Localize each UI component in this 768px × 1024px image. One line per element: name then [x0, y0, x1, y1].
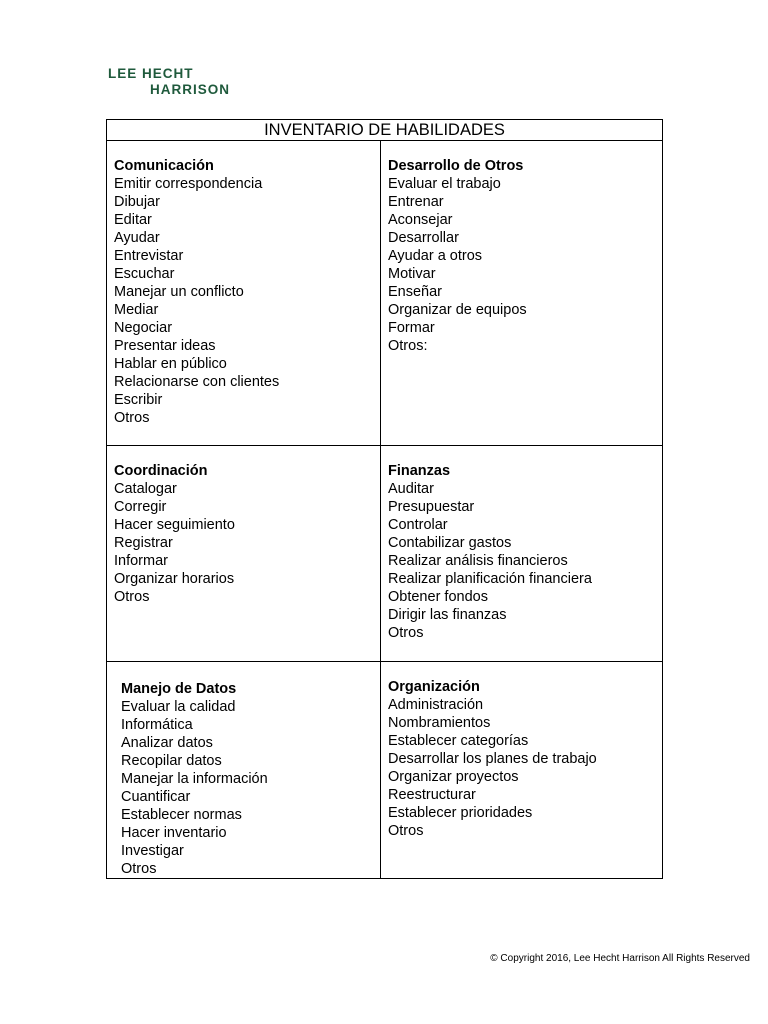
section-finanzas	[381, 446, 663, 662]
skill-item: Desarrollar	[388, 230, 459, 246]
skill-item: Otros	[388, 823, 424, 839]
skill-item: Ayudar a otros	[388, 248, 483, 264]
skill-item: Organizar horarios	[114, 571, 235, 587]
skill-item: Obtener fondos	[388, 589, 488, 605]
section-title: Manejo de Datos	[121, 681, 237, 697]
section-organizacion	[381, 662, 663, 879]
skill-item: Recopilar datos	[121, 753, 222, 769]
logo-line-2: HARRISON	[150, 82, 231, 97]
skill-item: Establecer categorías	[388, 733, 529, 749]
skill-item: Auditar	[388, 481, 434, 497]
company-logo	[108, 66, 230, 98]
skill-item: Editar	[114, 212, 152, 228]
skill-item: Relacionarse con clientes	[114, 374, 280, 390]
skill-item: Hacer inventario	[121, 825, 227, 841]
skill-item: Catalogar	[114, 481, 177, 497]
section-title: Desarrollo de Otros	[388, 158, 524, 174]
skill-item: Presupuestar	[388, 499, 475, 515]
skill-item: Motivar	[388, 266, 436, 282]
skill-item: Formar	[388, 320, 435, 336]
skill-item: Dirigir las finanzas	[388, 607, 507, 623]
skill-item: Informar	[114, 553, 168, 569]
skill-item: Realizar planificación financiera	[388, 571, 592, 587]
skill-item: Emitir correspondencia	[114, 176, 263, 192]
skill-item: Entrenar	[388, 194, 444, 210]
skill-item: Administración	[388, 697, 484, 713]
skill-item: Mediar	[114, 302, 159, 318]
skill-item: Manejar la información	[121, 771, 268, 787]
skill-item: Enseñar	[388, 284, 443, 300]
skills-inventory-table	[106, 119, 663, 879]
skill-item: Hablar en público	[114, 356, 227, 372]
skill-item: Cuantificar	[121, 789, 191, 805]
section-manejo-de-datos	[107, 662, 381, 879]
skill-item: Reestructurar	[388, 787, 476, 803]
skill-item: Evaluar la calidad	[121, 699, 236, 715]
skill-item: Otros	[121, 861, 157, 877]
skill-item: Ayudar	[114, 230, 160, 246]
logo-line-1: LEE HECHT	[108, 66, 194, 81]
section-title: Organización	[388, 679, 480, 695]
skill-item: Organizar proyectos	[388, 769, 519, 785]
skill-item: Corregir	[114, 499, 167, 515]
skill-item: Hacer seguimiento	[114, 517, 235, 533]
skill-item: Desarrollar los planes de trabajo	[388, 751, 597, 767]
skill-item: Controlar	[388, 517, 448, 533]
skill-item: Dibujar	[114, 194, 160, 210]
skill-item: Escribir	[114, 392, 163, 408]
skill-item: Organizar de equipos	[388, 302, 527, 318]
skill-item: Analizar datos	[121, 735, 213, 751]
copyright-notice: © Copyright 2016, Lee Hecht Harrison All Rights Reserved	[490, 953, 750, 964]
skill-item: Registrar	[114, 535, 173, 551]
skill-item: Otros	[388, 625, 424, 641]
section-comunicacion	[107, 141, 381, 446]
section-desarrollo-de-otros	[381, 141, 663, 446]
skill-item: Realizar análisis financieros	[388, 553, 568, 569]
skill-item: Escuchar	[114, 266, 175, 282]
section-title: Finanzas	[388, 463, 451, 479]
table-title: INVENTARIO DE HABILIDADES	[107, 120, 663, 141]
skill-item: Entrevistar	[114, 248, 184, 264]
skill-item: Nombramientos	[388, 715, 491, 731]
skill-item: Investigar	[121, 843, 184, 859]
section-title: Coordinación	[114, 463, 208, 479]
skill-item: Otros	[114, 589, 150, 605]
skill-item: Contabilizar gastos	[388, 535, 512, 551]
skill-item: Negociar	[114, 320, 173, 336]
skill-item: Establecer normas	[121, 807, 242, 823]
section-coordinacion	[107, 446, 381, 662]
skill-item: Otros	[114, 410, 150, 426]
skill-item: Evaluar el trabajo	[388, 176, 501, 192]
skill-item: Establecer prioridades	[388, 805, 533, 821]
skill-item: Otros:	[388, 338, 428, 354]
section-title: Comunicación	[114, 158, 214, 174]
skill-item: Presentar ideas	[114, 338, 216, 354]
skill-item: Aconsejar	[388, 212, 453, 228]
skill-item: Informática	[121, 717, 193, 733]
skill-item: Manejar un conflicto	[114, 284, 244, 300]
